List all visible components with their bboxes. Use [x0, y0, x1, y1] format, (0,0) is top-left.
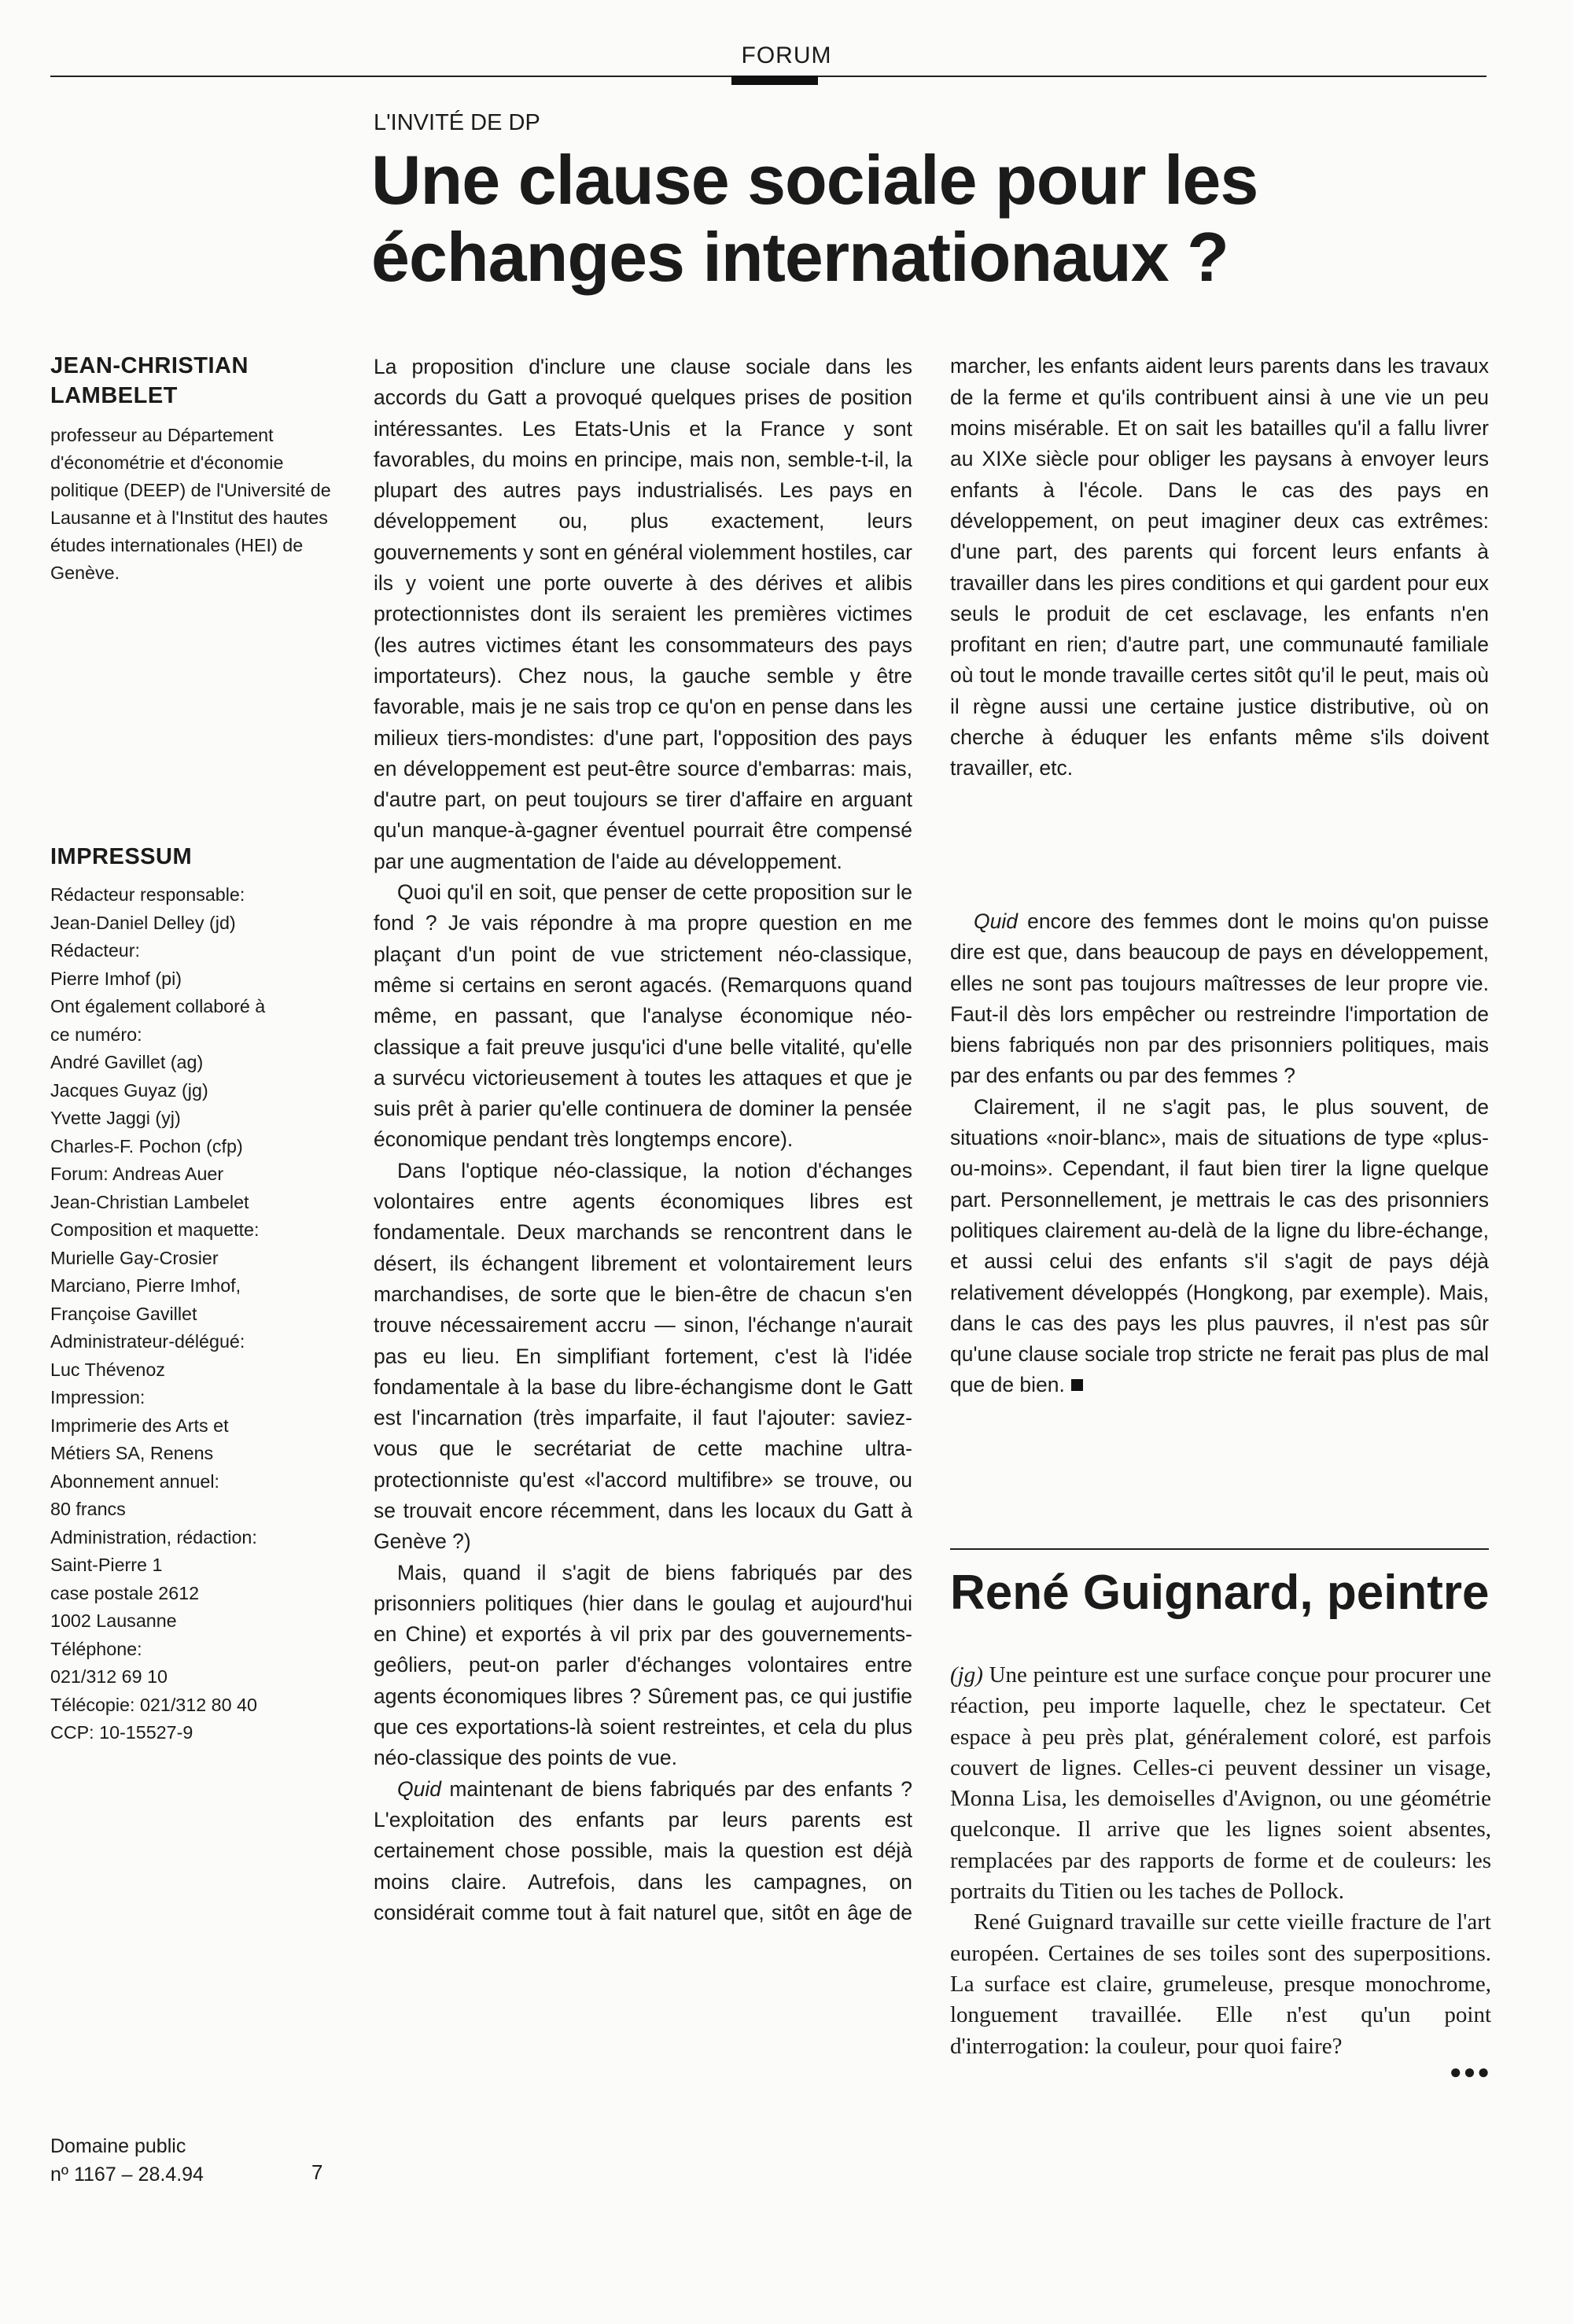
impressum-line: Abonnement annuel:: [50, 1470, 220, 1492]
impressum-line: André Gavillet (ag): [50, 1052, 204, 1072]
impressum-line: ce numéro:: [50, 1024, 142, 1045]
paragraph-continued: [950, 352, 1489, 906]
impressum-heading: IMPRESSUM: [50, 844, 193, 869]
impressum-line: Françoise Gavillet: [50, 1303, 197, 1324]
paragraph: [950, 1092, 1489, 1401]
impressum: [50, 842, 333, 1747]
page-number: 7: [311, 2160, 323, 2184]
impressum-line: Marciano, Pierre Imhof,: [50, 1275, 241, 1296]
issue-number: nº 1167 – 28.4.94: [50, 2164, 204, 2186]
paragraph-text: Clairement, il ne s'agit pas, le plus souvent, de situations «noir-blanc», mais de situations de type «plus-ou-moins». Cependant, il faut bien tirer la ligne quelque part. Personnellement, je mettrais le cas des prisonniers politiques clairement au-delà de la ligne du libre-échange, et aussi celui des enfants s'il s'agit de pays déjà relativement développés (Hongkong, par exemple). Mais, dans le cas des pays les plus pauvres, il n'est pas sûr qu'une clause sociale trop stricte ne ferait pas plus de mal que de bien.: [950, 1094, 1489, 1397]
impressum-line: Imprimerie des Arts et: [50, 1415, 229, 1436]
publication-name: Domaine public: [50, 2135, 186, 2157]
paragraph: Dans l'optique néo-classique, la notion d'échanges volontaires entre agents économiques libres est fondamentale. Deux marchands se rencontrent dans le désert, ils échangent librement et volontairement leurs marchandises, de sorte que le bien-être de chacun s'en trouve nécessairement accru — sinon, l'échange n'aurait pas eu lieu. En simplifiant fortement, c'est là l'idée fondamentale à la base du libre-échangisme dont le Gatt est l'incarnation (très imparfaite, il faut l'ajouter: saviez-vous que le secrétariat de cette machine ultra-protectionniste qu'est «l'accord multifibre» se trouve, ou se trouvait encore récemment, dans les locaux du Gatt à Genève ?): [374, 1158, 912, 1554]
continued-mark: ●●●: [1449, 2060, 1491, 2083]
impressum-line: Impression:: [50, 1387, 146, 1407]
impressum-line: 021/312 69 10: [50, 1666, 168, 1687]
article2-title: René Guignard, peintre: [950, 1566, 1490, 1620]
impressum-line: Pierre Imhof (pi): [50, 968, 182, 989]
impressum-line: Rédacteur:: [50, 940, 140, 961]
article-column-2: [950, 352, 1489, 1401]
impressum-line: Jacques Guyaz (jg): [50, 1079, 208, 1101]
end-mark: [1071, 1379, 1083, 1391]
impressum-line: Composition et maquette:: [50, 1219, 260, 1240]
section-label: FORUM: [741, 42, 832, 68]
paragraph: [950, 1660, 1491, 1907]
article-kicker: L'INVITÉ DE DP: [374, 110, 540, 135]
author-name: JEAN-CHRISTIAN LAMBELET: [50, 353, 249, 408]
paragraph: La proposition d'inclure une clause sociale dans les accords du Gatt a provoqué quelques prises de position intéressantes. Les Etats-Unis et la France y sont favorables, du moins en principe, mais non, semble-t-il, la plupart des autres pays industrialisés. Les pays en développement ou, plus exactement, leurs gouvernements y sont en général violemment hostiles, car ils y voient une porte ouverte à des dérives et alibis protectionnistes dont ils seraient les premières victimes (les autres victimes étant les consommateurs des pays importateurs). Chez nous, la gauche semble y être favorable, mais je ne sais trop ce qu'on en pense dans les milieux tiers-mondistes: d'une part, l'opposition des pays en développement est peut-être source d'embarras: mais, d'autre part, on peut toujours se tirer d'affaire en arguant qu'un manque-à-gagner éventuel pourrait être compensé par une augmentation de l'aide au développement.: [374, 355, 912, 873]
impressum-lines: [50, 881, 333, 1747]
article-title-line2: échanges internationaux ?: [371, 218, 1229, 296]
footer: [50, 2132, 333, 2189]
author-bio: professeur au Département d'économétrie et d'économie politique (DEEP) de l'Université de Lausanne et à l'Institut des hautes études internationales (HEI) de Genève.: [50, 425, 331, 583]
impressum-line: Yvette Jaggi (yj): [50, 1108, 181, 1128]
impressum-line: Charles-F. Pochon (cfp): [50, 1135, 243, 1156]
paragraph-text: Une peinture est une surface conçue pour procurer une réaction, peu importe laquelle, chez le spectateur. Cet espace à peu près plat, généralement coloré, est parfois couvert de lignes. Celles-ci peuvent dessiner un visage, Monna Lisa, les demoiselles d'Avignon, ou une géométrie quelconque. Il arrive que les lignes soient absentes, remplacées par des rapports de forme et de couleurs: les portraits du Titien ou les taches de Pollock.: [950, 1662, 1491, 1905]
impressum-line: Saint-Pierre 1: [50, 1555, 163, 1575]
article2-body: [950, 1660, 1491, 2082]
header-bar: [731, 76, 818, 85]
paragraph: [950, 906, 1489, 1092]
signature: (jg): [950, 1662, 983, 1688]
impressum-line: Rédacteur responsable:: [50, 884, 245, 905]
impressum-line: Métiers SA, Renens: [50, 1443, 214, 1463]
impressum-line: 1002 Lausanne: [50, 1610, 177, 1631]
paragraph: [374, 1774, 912, 1927]
article-title-line1: Une clause sociale pour les: [371, 141, 1258, 219]
paragraph-continued-text: marcher, les enfants aident leurs parents dans les travaux de la ferme et qu'ils contribuent ainsi à une vie un peu moins misérable. Et on sait les batailles qu'il a fallu livrer au XIXe siècle pour obliger les paysans à envoyer leurs enfants à l'école. Dans le cas des pays en développement, on peut imaginer deux cas extrêmes: d'une part, des parents qui forcent leurs enfants à travailler dans les pires conditions et qui gardent pour eux seuls le produit de cet esclavage, les enfants n'en profitant en rien; d'autre part, une communauté familiale où tout le monde travaille certes sitôt qu'il le peut, mais où il règne aussi une certaine justice distributive, où on cherche à éduquer les enfants même s'ils doivent travailler, etc.: [950, 354, 1489, 780]
impressum-line: 80 francs: [50, 1499, 126, 1519]
impressum-line: Téléphone:: [50, 1638, 142, 1659]
impressum-line: Murielle Gay-Crosier: [50, 1247, 219, 1268]
paragraph-text: maintenant de biens fabriqués par des enfants ? L'exploitation des enfants par leurs parents est certainement chose possible, mais la question est déjà moins claire. Autrefois, dans les campagnes, on considérait comme tout à fait naturel que, sitôt en âge de: [374, 1776, 912, 1924]
impressum-line: Administration, rédaction:: [50, 1526, 257, 1547]
author-box: [50, 351, 333, 587]
quid-emphasis: Quid: [397, 1776, 441, 1801]
quid-emphasis: Quid: [974, 909, 1018, 933]
paragraph: Mais, quand il s'agit de biens fabriqués par des prisonniers politiques (hier dans le goulag et aujourd'hui en Chine) et exportés à vil prix par des gouvernements-geôliers, peut-on parler d'échanges volontaires entre agents économiques libres ? Sûrement pas, ce qui justifie que ces exportations-là soient restreintes, et cela du plus néo-classique des points de vue.: [374, 1560, 912, 1770]
impressum-line: Jean-Daniel Delley (jd): [50, 912, 236, 933]
impressum-line: CCP: 10-15527-9: [50, 1722, 193, 1743]
impressum-line: Jean-Christian Lambelet: [50, 1191, 249, 1212]
article2-rule: [950, 1548, 1489, 1550]
impressum-line: Luc Thévenoz: [50, 1359, 165, 1380]
paragraph-text: encore des femmes dont le moins qu'on puisse dire est que, dans beaucoup de pays en développement, elles ne sont pas toujours maîtresses de leur propre vie. Faut-il dès lors empêcher ou restreindre l'importation de biens fabriqués non par des prisonniers politiques, mais par des enfants ou par des femmes ?: [950, 909, 1489, 1088]
paragraph: René Guignard travaille sur cette vieille fracture de l'art européen. Certaines de ses toiles sont des superpositions. La surface est claire, grumeleuse, presque monochrome, longuement travaillée. Elle n'est qu'un point d'interrogation: la couleur, pour quoi faire?: [950, 1909, 1491, 2059]
impressum-line: case postale 2612: [50, 1582, 200, 1603]
impressum-line: Ont également collaboré à: [50, 996, 266, 1016]
impressum-line: Télécopie: 021/312 80 40: [50, 1694, 257, 1715]
impressum-line: Administrateur-délégué:: [50, 1331, 245, 1352]
article-column-1: [374, 352, 912, 1927]
impressum-line: Forum: Andreas Auer: [50, 1164, 224, 1184]
article-title: [371, 142, 1488, 296]
paragraph: Quoi qu'il en soit, que penser de cette proposition sur le fond ? Je vais répondre à ma propre question en me plaçant d'un point de vue strictement néo-classique, même si certains en seront agacés. (Remarquons quand même, en passant, que l'analyse économique néo-classique a fait preuve jusqu'ici d'une belle vitalité, qu'elle a survécu victorieusement à toutes les attaques et que je suis prêt à parier qu'elle continuera de dominer la pensée économique pendant très longtemps encore).: [374, 880, 912, 1152]
